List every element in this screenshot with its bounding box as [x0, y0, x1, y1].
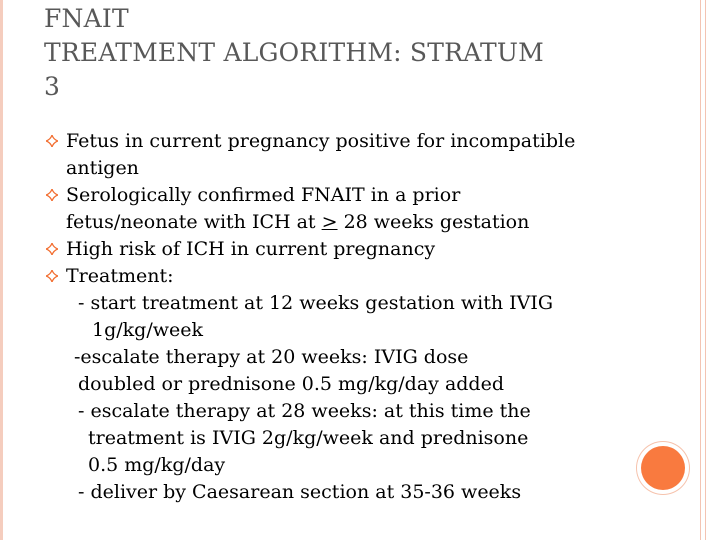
bullet-text: High risk of ICH in current pregnancy	[66, 238, 436, 260]
bullet-text-line	[66, 209, 690, 236]
bullet-icon	[46, 270, 58, 282]
bullet-list	[0, 128, 690, 506]
bullet-icon	[46, 135, 58, 147]
title-line: TREATMENT ALGORITHM: STRATUM	[44, 38, 544, 67]
title-line: 3	[44, 72, 61, 101]
bullet-text: 28 weeks gestation	[337, 211, 530, 233]
treatment-step-cont: 1g/kg/week	[92, 319, 203, 341]
greater-equal-symbol: >	[321, 211, 338, 233]
bullet-icon	[46, 189, 58, 201]
title-line: FNAIT	[44, 4, 129, 33]
bullet-item	[0, 236, 690, 263]
bullet-item	[0, 182, 690, 236]
bullet-item	[0, 128, 690, 182]
bullet-text: Fetus in current pregnancy positive for incompatible	[66, 130, 576, 152]
slide-title	[44, 2, 684, 104]
treatment-step-cont: 0.5 mg/kg/day	[88, 454, 226, 476]
treatment-step-cont: doubled or prednisone 0.5 mg/kg/day added	[78, 373, 504, 395]
treatment-step: - escalate therapy at 28 weeks: at this time the	[78, 400, 531, 422]
treatment-step: -escalate therapy at 20 weeks: IVIG dose	[74, 346, 469, 368]
treatment-heading: Treatment:	[66, 265, 174, 287]
bullet-text: fetus/neonate with ICH at	[66, 211, 322, 233]
treatment-step: - deliver by Caesarean section at 35-36 weeks	[78, 481, 522, 503]
bullet-icon	[46, 243, 58, 255]
bullet-text: Serologically confirmed FNAIT in a prior	[66, 184, 461, 206]
treatment-step: - start treatment at 12 weeks gestation with IVIG	[78, 292, 554, 314]
treatment-step-cont: treatment is IVIG 2g/kg/week and prednisone	[88, 427, 529, 449]
right-frame-bar	[700, 0, 706, 540]
bullet-item	[0, 263, 690, 506]
bullet-text: antigen	[66, 157, 139, 179]
